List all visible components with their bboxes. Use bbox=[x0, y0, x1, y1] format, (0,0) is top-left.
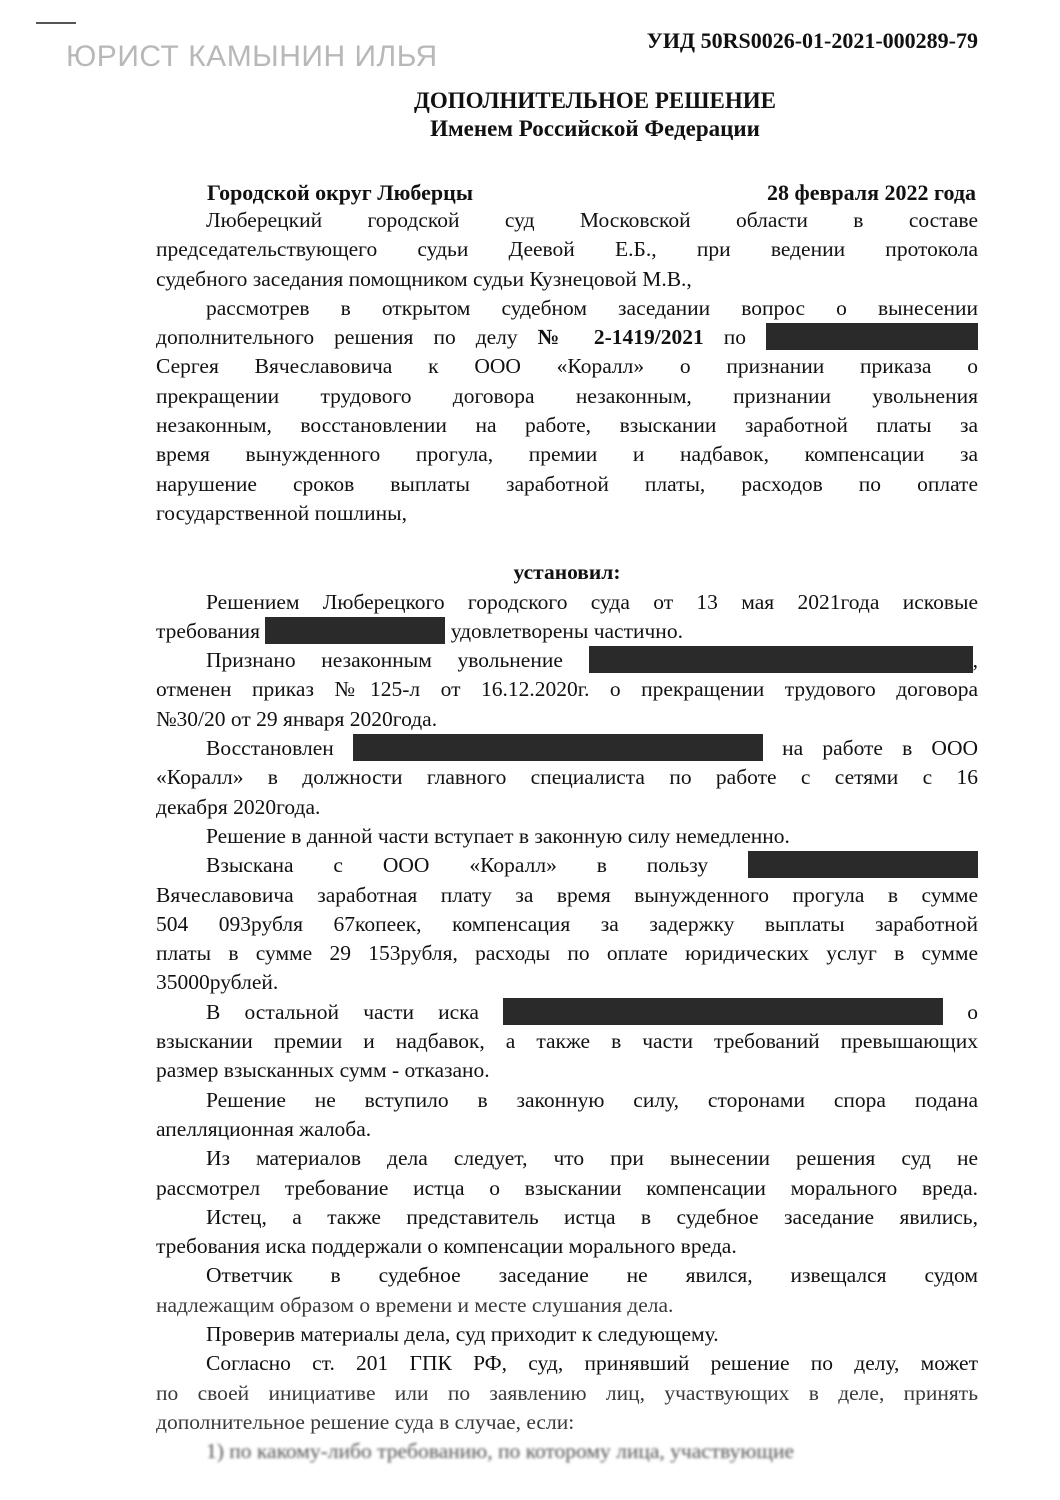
text-line: время вынужденного прогула, премии и надбавок, компенсации за bbox=[156, 442, 978, 467]
redaction-bar bbox=[353, 734, 763, 761]
text-fragment: Взыскана с ООО «Коралл» в пользу bbox=[206, 853, 709, 878]
text-line: незаконным, восстановлении на работе, взыскании заработной платы за bbox=[156, 413, 978, 438]
text-line: прекращении трудового договора незаконным, признании увольнения bbox=[156, 383, 978, 408]
text-fragment: требования bbox=[156, 618, 260, 643]
redaction-bar bbox=[589, 646, 973, 673]
text-line bbox=[156, 998, 978, 1027]
case-number: № 2-1419/2021 bbox=[537, 325, 704, 350]
text-line: Проверив материалы дела, суд приходит к следующему. bbox=[206, 1321, 719, 1346]
text-line: взыскании премии и надбавок, а также в части требований превышающих bbox=[156, 1029, 978, 1054]
text-line: 504 093рубля 67копеек, компенсация за задержку выплаты заработной bbox=[156, 911, 978, 936]
text-line: Из материалов дела следует, что при вынесении решения суд не bbox=[206, 1146, 978, 1171]
text-line: судебного заседания помощником судьи Кузнецовой М.В., bbox=[156, 266, 692, 291]
text-line: Решением Люберецкого городского суда от 13 мая 2021года исковые bbox=[206, 589, 978, 614]
document-body bbox=[156, 206, 978, 1466]
text-line: декабря 2020года. bbox=[156, 794, 321, 819]
section-heading: установил: bbox=[513, 560, 621, 585]
text-line bbox=[156, 646, 978, 675]
text-line: Сергея Вячеславовича к ООО «Коралл» о признании приказа о bbox=[156, 354, 978, 379]
text-line: дополнительное решение суда в случае, если: bbox=[156, 1409, 575, 1434]
place: Городской округ Люберцы bbox=[207, 180, 473, 205]
document-subtitle: Именем Российской Федерации bbox=[430, 116, 760, 141]
text-line: Ответчик в судебное заседание не явился, извещался судом bbox=[206, 1263, 978, 1288]
text-line: Вячеславовича заработная плату за время вынужденного прогула в сумме bbox=[156, 882, 978, 907]
text-line: «Коралл» в должности главного специалиста по работе с сетями с 16 bbox=[156, 765, 978, 790]
redaction-bar bbox=[265, 617, 445, 644]
text-line: Истец, а также представитель истца в судебное заседание явились, bbox=[206, 1204, 978, 1229]
text-line: №30/20 от 29 января 2020года. bbox=[156, 706, 438, 731]
text-fragment: , bbox=[972, 648, 979, 673]
text-line: государственной пошлины, bbox=[156, 500, 407, 525]
text-line: требования иска поддержали о компенсации морального вреда. bbox=[156, 1234, 737, 1259]
text-line bbox=[156, 617, 978, 646]
text-line: отменен приказ №125-л от 16.12.2020г. о прекращении трудового договора bbox=[156, 677, 978, 702]
corner-mark bbox=[36, 22, 76, 24]
redaction-bar bbox=[748, 851, 978, 878]
text-fragment: о bbox=[967, 999, 979, 1024]
text-fragment: на работе в ООО bbox=[782, 736, 979, 761]
text-line bbox=[156, 323, 978, 352]
redaction-bar bbox=[503, 998, 943, 1025]
text-line bbox=[156, 734, 978, 763]
redaction-bar bbox=[766, 323, 978, 350]
text-line: надлежащим образом о времени и месте слушания дела. bbox=[156, 1292, 674, 1317]
text-line: нарушение сроков выплаты заработной платы, расходов по оплате bbox=[156, 471, 978, 496]
text-fragment: Восстановлен bbox=[206, 736, 334, 761]
text-line bbox=[156, 851, 978, 880]
text-line: апелляционная жалоба. bbox=[156, 1116, 372, 1141]
text-line: 1) по какому-либо требованию, по которому лица, участвующие bbox=[206, 1439, 795, 1464]
text-line: 35000рублей. bbox=[156, 970, 279, 995]
text-line: Решение не вступило в законную силу, сторонами спора подана bbox=[206, 1087, 978, 1112]
text-line: платы в сумме 29 153рубля, расходы по оплате юридических услуг в сумме bbox=[156, 941, 978, 966]
document-title: ДОПОЛНИТЕЛЬНОЕ РЕШЕНИЕ bbox=[414, 88, 776, 113]
text-line: Люберецкий городской суд Московской области в составе bbox=[206, 208, 978, 232]
text-fragment: дополнительного решения по делу bbox=[156, 325, 518, 350]
text-fragment: удовлетворены частично. bbox=[450, 618, 683, 643]
text-line: по своей инициативе или по заявлению лиц, участвующих в деле, принять bbox=[156, 1380, 978, 1405]
text-fragment: Признано незаконным увольнение bbox=[206, 648, 563, 673]
text-line: рассмотрев в открытом судебном заседании вопрос о вынесении bbox=[206, 295, 978, 320]
text-fragment: по bbox=[723, 325, 747, 350]
case-uid: УИД 50RS0026-01-2021-000289-79 bbox=[646, 28, 978, 53]
watermark: ЮРИСТ КАМЫНИН ИЛЬЯ bbox=[66, 40, 438, 73]
text-line: рассмотрел требование истца о взыскании компенсации морального вреда. bbox=[156, 1175, 978, 1200]
text-line: размер взысканных сумм - отказано. bbox=[156, 1058, 490, 1083]
text-line: Согласно ст. 201 ГПК РФ, суд, принявший решение по делу, может bbox=[206, 1351, 978, 1376]
text-line: председательствующего судьи Деевой Е.Б., при ведении протокола bbox=[156, 237, 978, 262]
decision-date: 28 февраля 2022 года bbox=[767, 180, 976, 205]
text-fragment: В остальной части иска bbox=[206, 999, 479, 1024]
text-line: Решение в данной части вступает в законную силу немедленно. bbox=[206, 823, 790, 848]
